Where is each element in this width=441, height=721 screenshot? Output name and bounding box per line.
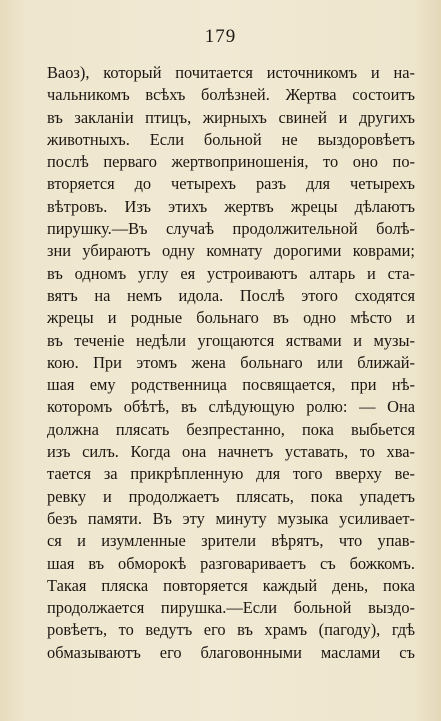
text-line: въ закланіи птицъ, жирныхъ свиней и другихъ: [47, 107, 415, 127]
text-line: ся и изумленные зрители вѣрятъ, что упав-: [47, 531, 415, 551]
text-line: въ теченіе недѣли угощаются яствами и музы-: [47, 330, 415, 350]
text-line: ревку и продолжаетъ плясать, пока упадетъ: [47, 486, 415, 506]
text-line: тается за прикрѣпленную для того вверху ве-: [47, 464, 415, 484]
text-line: зни убираютъ одну комнату дорогими коврами;: [47, 241, 415, 261]
text-line: должна плясать безпрестанно, пока выбьется: [47, 419, 415, 439]
text-line: жрецы и родные больнаго въ одно мѣсто и: [47, 308, 415, 328]
text-line: изъ силъ. Когда она начнетъ уставать, то хва-: [47, 442, 415, 462]
text-line: ровѣетъ, то ведутъ его въ храмъ (пагоду), гдѣ: [47, 620, 415, 640]
text-line: вторяется до четырехъ разъ для четырехъ: [47, 174, 415, 194]
text-line: послѣ перваго жертвоприношенія, то оно по-: [47, 152, 415, 172]
text-line: въ одномъ углу ея устроиваютъ алтарь и ста-: [47, 263, 415, 283]
text-line: животныхъ. Если больной не выздоровѣетъ: [47, 129, 415, 149]
text-line: кою. При этомъ жена больнаго или ближай-: [47, 352, 415, 372]
text-line: вятъ на немъ идола. Послѣ этого сходятся: [47, 285, 415, 305]
text-line: чальникомъ всѣхъ болѣзней. Жертва состоитъ: [47, 85, 415, 105]
text-line: шая ему родственница посвящается, при нѣ-: [47, 375, 415, 395]
text-line: безъ памяти. Въ эту минуту музыка усиливает-: [47, 508, 415, 528]
text-line: Ваоз), который почитается источникомъ и на-: [47, 63, 415, 82]
text-line: шая въ обморокѣ разговариваетъ съ божкомъ.: [47, 553, 415, 573]
body-text: [47, 62, 415, 664]
text-line: продолжается пирушка.—Если больной выздо-: [47, 598, 415, 618]
text-line: вѣтровъ. Изъ этихъ жертвъ жрецы дѣлаютъ: [47, 196, 415, 216]
text-line: пирушку.—Въ случаѣ продолжительной болѣ-: [47, 219, 415, 239]
text-line: которомъ обѣтѣ, въ слѣдующую ролю: — Она: [47, 397, 415, 417]
text-line: обмазываютъ его благовонными маслами съ: [47, 642, 415, 662]
page-number: 179: [204, 26, 237, 47]
text-line: Такая пляска повторяется каждый день, пока: [47, 575, 415, 595]
